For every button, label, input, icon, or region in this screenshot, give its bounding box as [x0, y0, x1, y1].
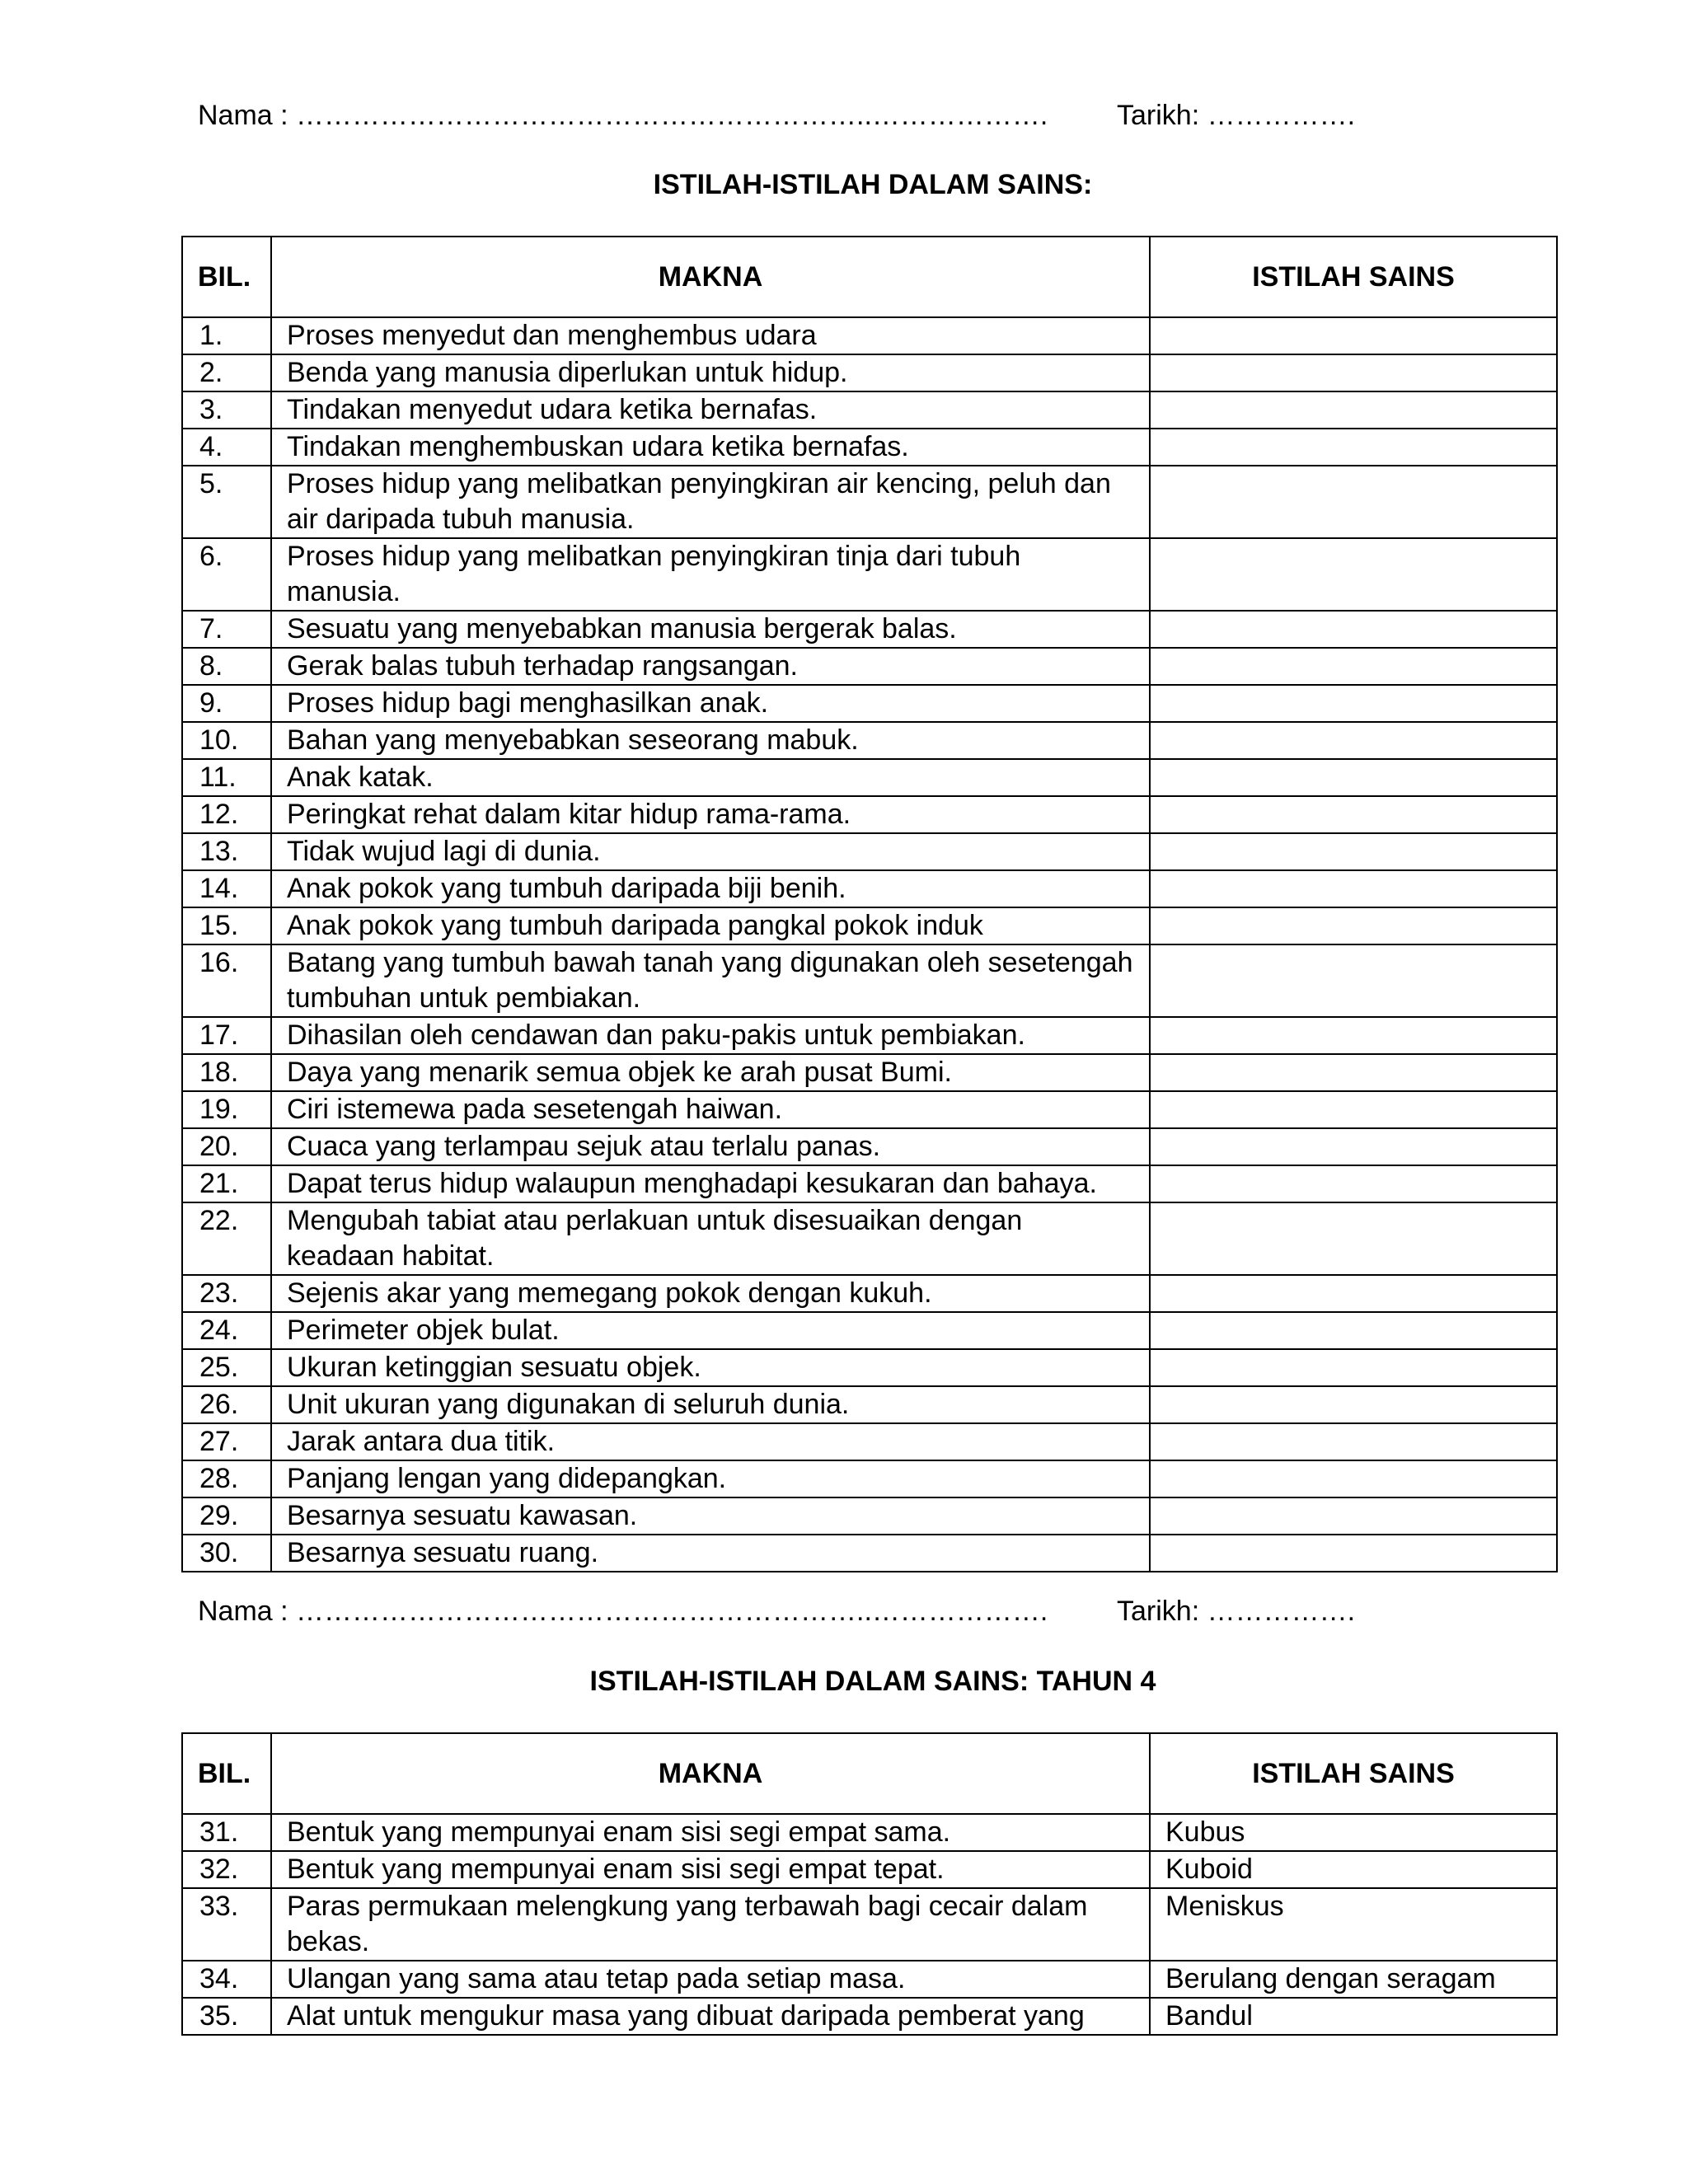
row-number: 34. — [182, 1961, 271, 1998]
row-meaning: Peringkat rehat dalam kitar hidup rama-rama. — [271, 796, 1150, 833]
header-bil: BIL. — [182, 237, 271, 317]
row-science-term[interactable] — [1150, 1423, 1557, 1460]
table-row — [182, 796, 1557, 833]
header-makna: MAKNA — [271, 237, 1150, 317]
table-row — [182, 317, 1557, 354]
row-meaning: Proses hidup yang melibatkan penyingkiran tinja dari tubuh manusia. — [271, 538, 1150, 611]
row-number: 28. — [182, 1460, 271, 1497]
table-row — [182, 1349, 1557, 1386]
row-meaning: Bahan yang menyebabkan seseorang mabuk. — [271, 722, 1150, 759]
row-meaning: Ciri istemewa pada sesetengah haiwan. — [271, 1091, 1150, 1128]
row-number: 4. — [182, 429, 271, 466]
row-science-term[interactable] — [1150, 1312, 1557, 1349]
row-number: 18. — [182, 1054, 271, 1091]
row-number: 5. — [182, 466, 271, 538]
table-row — [182, 1386, 1557, 1423]
row-number: 12. — [182, 796, 271, 833]
row-meaning: Tindakan menghembuskan udara ketika bernafas. — [271, 429, 1150, 466]
row-meaning: Besarnya sesuatu kawasan. — [271, 1497, 1150, 1535]
row-science-term[interactable] — [1150, 870, 1557, 907]
row-meaning: Gerak balas tubuh terhadap rangsangan. — [271, 648, 1150, 685]
date-field-label: Tarikh: ……………. — [1117, 100, 1356, 131]
table-row — [182, 1312, 1557, 1349]
row-meaning: Daya yang menarik semua objek ke arah pusat Bumi. — [271, 1054, 1150, 1091]
glossary-table — [181, 1732, 1558, 2036]
row-meaning: Ukuran ketinggian sesuatu objek. — [271, 1349, 1150, 1386]
row-meaning: Sesuatu yang menyebabkan manusia bergerak balas. — [271, 611, 1150, 648]
row-meaning: Cuaca yang terlampau sejuk atau terlalu panas. — [271, 1128, 1150, 1165]
row-number: 23. — [182, 1275, 271, 1312]
table-row — [182, 1998, 1557, 2035]
table-row — [182, 870, 1557, 907]
table-row — [182, 1497, 1557, 1535]
header-istilah: ISTILAH SAINS — [1150, 237, 1557, 317]
row-number: 1. — [182, 317, 271, 354]
row-science-term[interactable] — [1150, 354, 1557, 391]
row-meaning: Dapat terus hidup walaupun menghadapi kesukaran dan bahaya. — [271, 1165, 1150, 1202]
row-meaning: Tindakan menyedut udara ketika bernafas. — [271, 391, 1150, 429]
row-meaning: Anak katak. — [271, 759, 1150, 796]
row-science-term[interactable] — [1150, 391, 1557, 429]
row-science-term[interactable]: Berulang dengan seragam — [1150, 1961, 1557, 1998]
date-field-label: Tarikh: ……………. — [1117, 1596, 1356, 1627]
row-number: 10. — [182, 722, 271, 759]
table-row — [182, 391, 1557, 429]
header-makna: MAKNA — [271, 1733, 1150, 1814]
table-body — [182, 317, 1557, 1572]
table-row — [182, 1128, 1557, 1165]
name-field-label: Nama : ……………………………………………………..………………. — [198, 1596, 1048, 1627]
table-row — [182, 685, 1557, 722]
row-science-term[interactable] — [1150, 317, 1557, 354]
row-number: 6. — [182, 538, 271, 611]
row-number: 21. — [182, 1165, 271, 1202]
row-meaning: Proses menyedut dan menghembus udara — [271, 317, 1150, 354]
row-science-term[interactable] — [1150, 1017, 1557, 1054]
name-date-line — [198, 99, 1356, 132]
section-title: ISTILAH-ISTILAH DALAM SAINS: — [653, 169, 1093, 200]
row-meaning: Bentuk yang mempunyai enam sisi segi empat sama. — [271, 1814, 1150, 1851]
row-meaning: Alat untuk mengukur masa yang dibuat daripada pemberat yang — [271, 1998, 1150, 2035]
table-row — [182, 1423, 1557, 1460]
table-row — [182, 429, 1557, 466]
row-number: 29. — [182, 1497, 271, 1535]
table-row — [182, 907, 1557, 944]
row-science-term[interactable] — [1150, 907, 1557, 944]
row-meaning: Benda yang manusia diperlukan untuk hidup. — [271, 354, 1150, 391]
row-science-term[interactable]: Bandul — [1150, 1998, 1557, 2035]
row-meaning: Proses hidup bagi menghasilkan anak. — [271, 685, 1150, 722]
table-row — [182, 1275, 1557, 1312]
row-science-term[interactable]: Kuboid — [1150, 1851, 1557, 1888]
row-number: 27. — [182, 1423, 271, 1460]
row-number: 31. — [182, 1814, 271, 1851]
section-title: ISTILAH-ISTILAH DALAM SAINS: TAHUN 4 — [589, 1666, 1156, 1697]
table-row — [182, 1017, 1557, 1054]
row-science-term[interactable] — [1150, 944, 1557, 1017]
row-science-term[interactable] — [1150, 1275, 1557, 1312]
row-meaning: Panjang lengan yang didepangkan. — [271, 1460, 1150, 1497]
row-number: 20. — [182, 1128, 271, 1165]
table-row — [182, 833, 1557, 870]
row-meaning: Mengubah tabiat atau perlakuan untuk disesuaikan dengan keadaan habitat. — [271, 1202, 1150, 1275]
table-row — [182, 354, 1557, 391]
table-row — [182, 466, 1557, 538]
row-meaning: Perimeter objek bulat. — [271, 1312, 1150, 1349]
row-number: 7. — [182, 611, 271, 648]
row-science-term[interactable] — [1150, 722, 1557, 759]
table-row — [182, 1091, 1557, 1128]
row-number: 22. — [182, 1202, 271, 1275]
table-header-row — [182, 1733, 1557, 1814]
row-science-term[interactable] — [1150, 538, 1557, 611]
row-science-term[interactable] — [1150, 1497, 1557, 1535]
row-science-term[interactable]: Meniskus — [1150, 1888, 1557, 1961]
row-number: 9. — [182, 685, 271, 722]
row-meaning: Anak pokok yang tumbuh daripada biji benih. — [271, 870, 1150, 907]
header-bil: BIL. — [182, 1733, 271, 1814]
row-number: 14. — [182, 870, 271, 907]
row-meaning: Unit ukuran yang digunakan di seluruh dunia. — [271, 1386, 1150, 1423]
table-row — [182, 1054, 1557, 1091]
table-row — [182, 1851, 1557, 1888]
row-number: 19. — [182, 1091, 271, 1128]
row-number: 24. — [182, 1312, 271, 1349]
row-number: 25. — [182, 1349, 271, 1386]
row-science-term[interactable] — [1150, 648, 1557, 685]
table-row — [182, 1165, 1557, 1202]
table-row — [182, 648, 1557, 685]
row-science-term[interactable] — [1150, 429, 1557, 466]
row-meaning: Paras permukaan melengkung yang terbawah bagi cecair dalam bekas. — [271, 1888, 1150, 1961]
row-number: 3. — [182, 391, 271, 429]
row-number: 33. — [182, 1888, 271, 1961]
row-science-term[interactable] — [1150, 1386, 1557, 1423]
row-number: 13. — [182, 833, 271, 870]
row-number: 15. — [182, 907, 271, 944]
table-body — [182, 1814, 1557, 2035]
row-number: 16. — [182, 944, 271, 1017]
table-header-row — [182, 237, 1557, 317]
row-science-term[interactable]: Kubus — [1150, 1814, 1557, 1851]
row-number: 17. — [182, 1017, 271, 1054]
table-row — [182, 944, 1557, 1017]
row-number: 11. — [182, 759, 271, 796]
table-row — [182, 1814, 1557, 1851]
row-science-term[interactable] — [1150, 1128, 1557, 1165]
glossary-table — [181, 236, 1558, 1572]
row-science-term[interactable] — [1150, 1535, 1557, 1572]
row-science-term[interactable] — [1150, 759, 1557, 796]
table-row — [182, 1888, 1557, 1961]
table-row — [182, 1460, 1557, 1497]
row-science-term[interactable] — [1150, 1202, 1557, 1275]
table-row — [182, 759, 1557, 796]
table-row — [182, 722, 1557, 759]
row-science-term[interactable] — [1150, 1460, 1557, 1497]
row-meaning: Anak pokok yang tumbuh daripada pangkal pokok induk — [271, 907, 1150, 944]
row-science-term[interactable] — [1150, 1054, 1557, 1091]
row-science-term[interactable] — [1150, 685, 1557, 722]
row-meaning: Ulangan yang sama atau tetap pada setiap masa. — [271, 1961, 1150, 1998]
row-meaning: Bentuk yang mempunyai enam sisi segi empat tepat. — [271, 1851, 1150, 1888]
row-meaning: Dihasilan oleh cendawan dan paku-pakis untuk pembiakan. — [271, 1017, 1150, 1054]
row-number: 2. — [182, 354, 271, 391]
row-meaning: Sejenis akar yang memegang pokok dengan kukuh. — [271, 1275, 1150, 1312]
row-science-term[interactable] — [1150, 1165, 1557, 1202]
row-meaning: Tidak wujud lagi di dunia. — [271, 833, 1150, 870]
row-meaning: Jarak antara dua titik. — [271, 1423, 1150, 1460]
row-science-term[interactable] — [1150, 796, 1557, 833]
table-row — [182, 538, 1557, 611]
row-meaning: Besarnya sesuatu ruang. — [271, 1535, 1150, 1572]
row-number: 8. — [182, 648, 271, 685]
row-meaning: Batang yang tumbuh bawah tanah yang digunakan oleh sesetengah tumbuhan untuk pembiakan. — [271, 944, 1150, 1017]
row-science-term[interactable] — [1150, 833, 1557, 870]
row-number: 32. — [182, 1851, 271, 1888]
row-science-term[interactable] — [1150, 611, 1557, 648]
table-row — [182, 1961, 1557, 1998]
row-number: 30. — [182, 1535, 271, 1572]
name-date-line — [198, 1595, 1356, 1628]
row-science-term[interactable] — [1150, 1091, 1557, 1128]
row-number: 26. — [182, 1386, 271, 1423]
row-science-term[interactable] — [1150, 466, 1557, 538]
table-row — [182, 611, 1557, 648]
row-meaning: Proses hidup yang melibatkan penyingkiran air kencing, peluh dan air daripada tubuh manusia. — [271, 466, 1150, 538]
header-istilah: ISTILAH SAINS — [1150, 1733, 1557, 1814]
row-number: 35. — [182, 1998, 271, 2035]
table-row — [182, 1535, 1557, 1572]
row-science-term[interactable] — [1150, 1349, 1557, 1386]
table-row — [182, 1202, 1557, 1275]
name-field-label: Nama : ……………………………………………………..………………. — [198, 100, 1048, 131]
